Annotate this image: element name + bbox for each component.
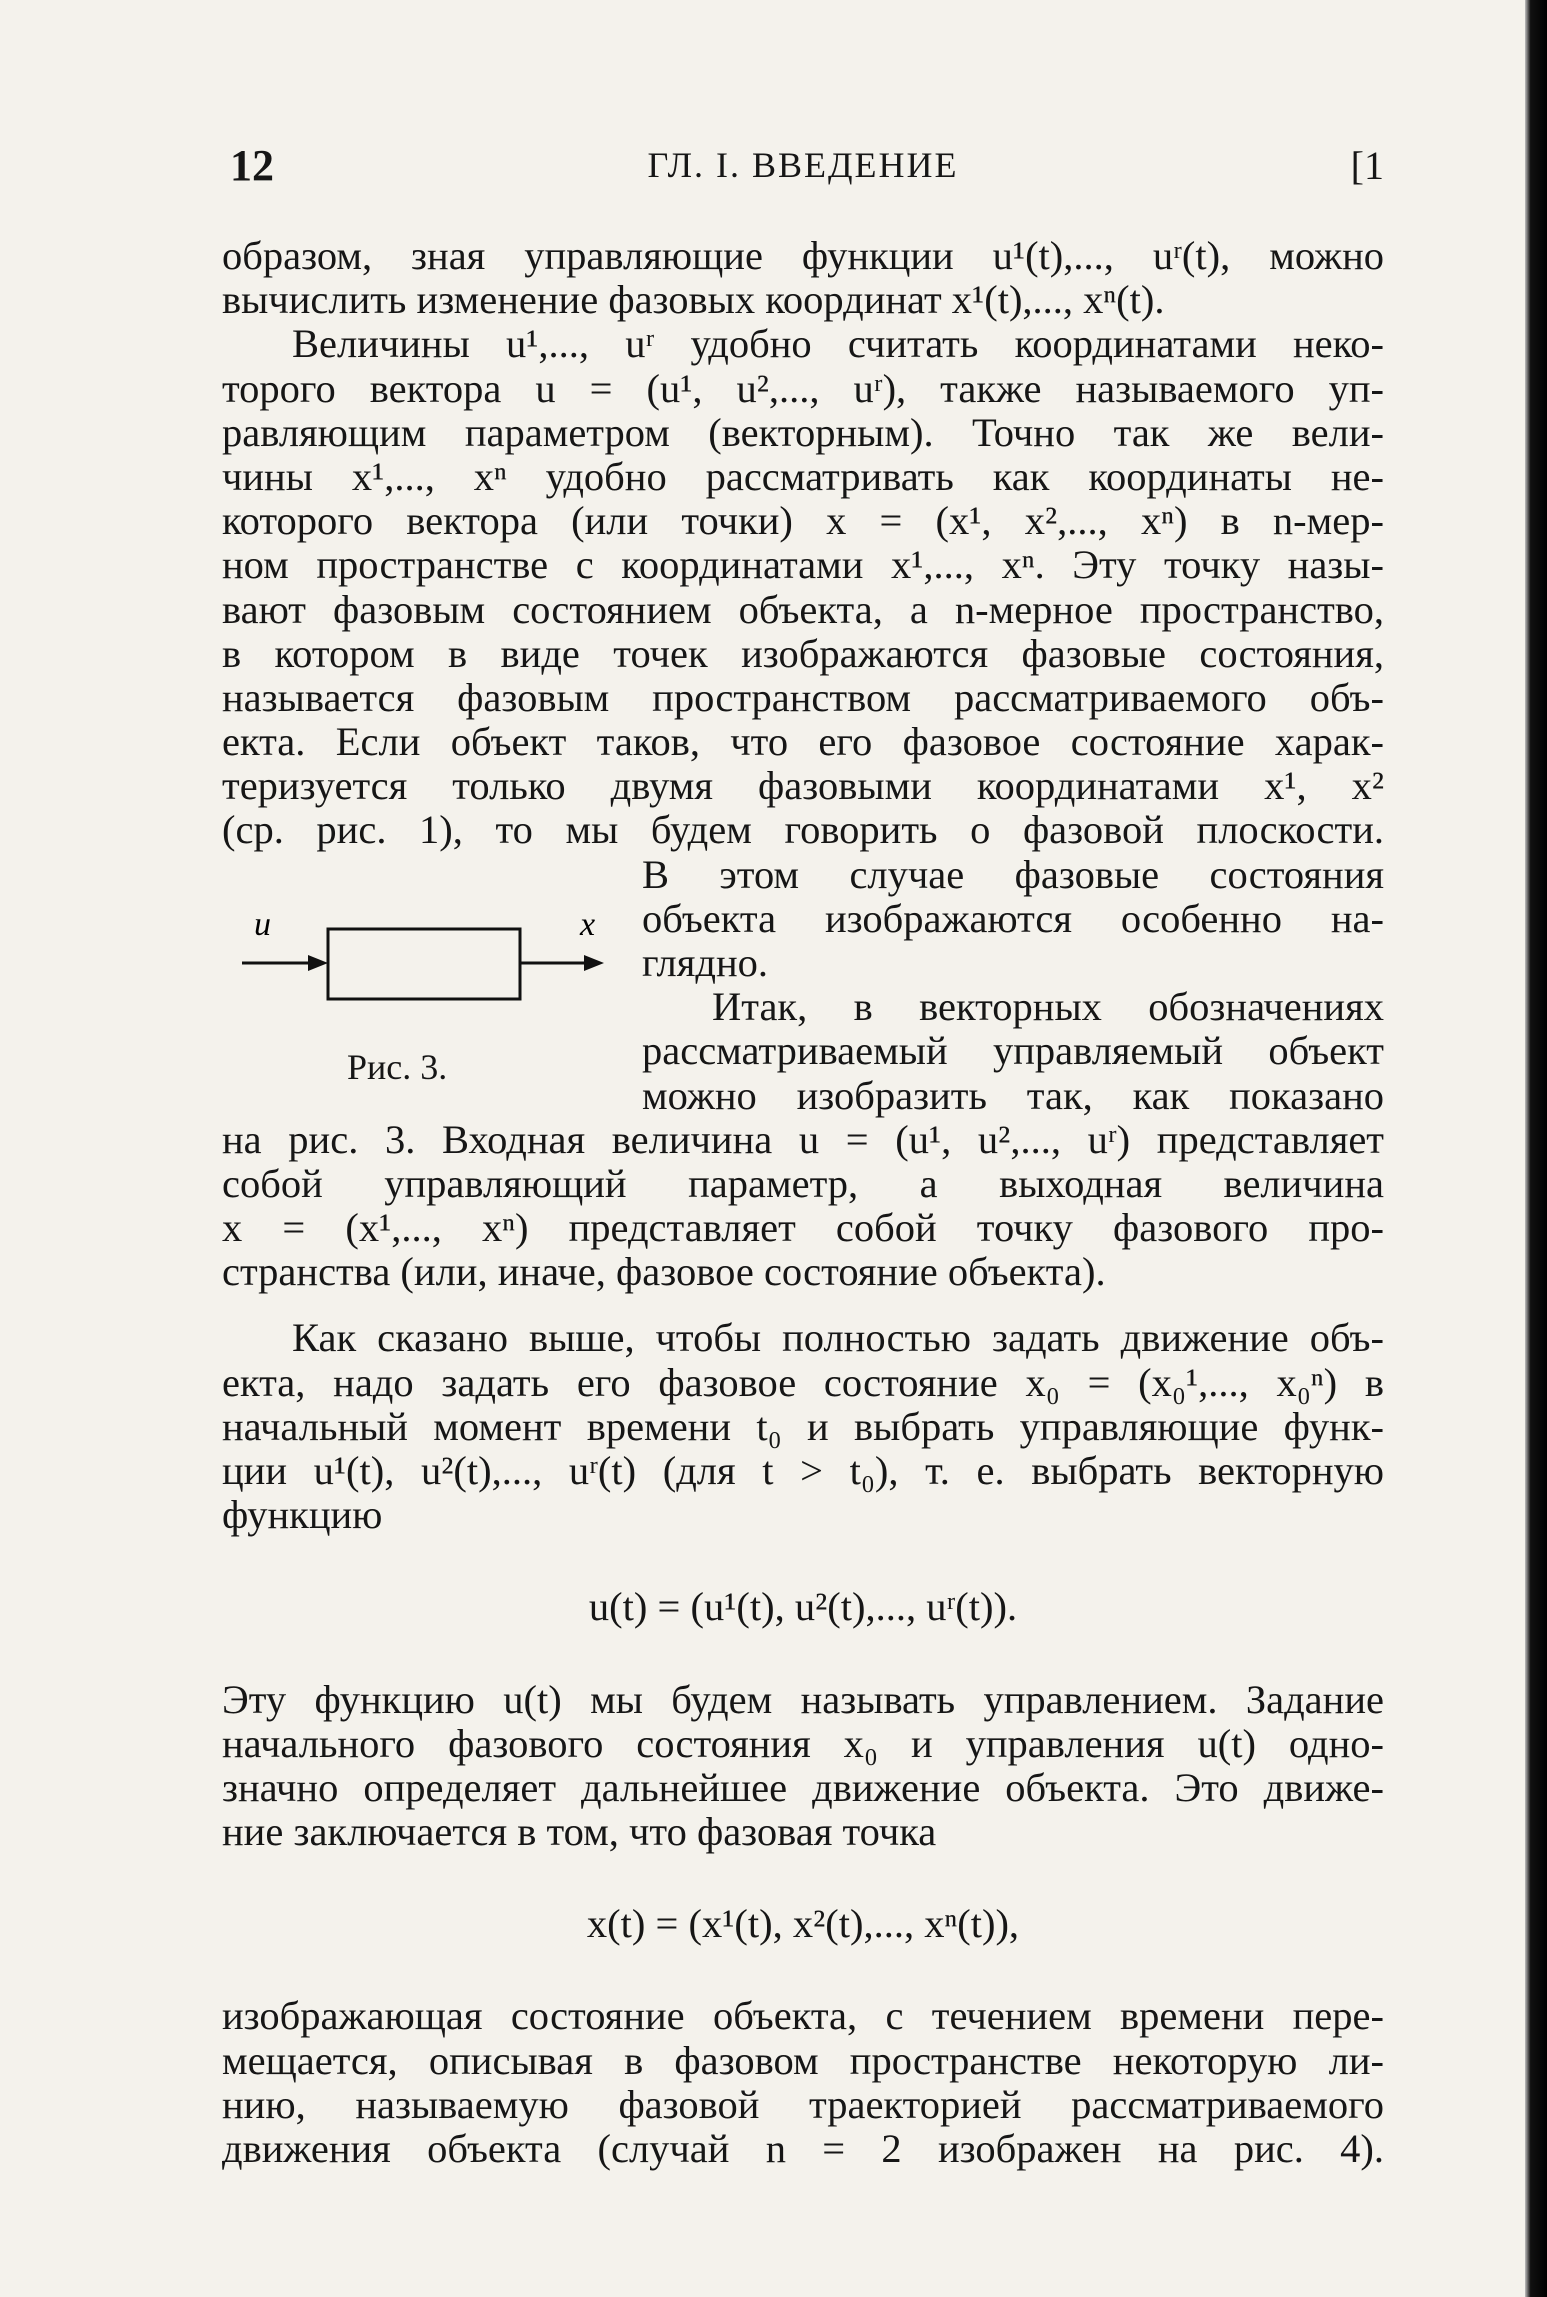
text-line: чины x¹,..., xⁿ удобно рассматривать как координаты не- <box>222 453 1384 499</box>
text-line: ном пространстве с координатами x¹,..., xⁿ. Эту точку назы- <box>222 542 1384 588</box>
text-line: вают фазовым состоянием объекта, а n-мерное пространство, <box>222 586 1384 632</box>
output-arrowhead <box>584 955 604 971</box>
paragraph-2 <box>222 322 1384 852</box>
text-line: движения объекта (случай n = 2 изображен на рис. 4). <box>222 2126 1384 2171</box>
chapter-title: ГЛ. I. ВВЕДЕНИЕ <box>647 145 959 185</box>
text-line: которого вектора (или точки) x = (x¹, x²,..., xⁿ) в n-мер- <box>222 498 1384 544</box>
running-head <box>222 140 1384 200</box>
text-line: теризуется только двумя фазовыми координатами x¹, x² <box>222 763 1384 809</box>
text-line: екта. Если объект таков, что его фазовое состояние харак- <box>222 719 1384 765</box>
text-line: на рис. 3. Входная величина u = (u¹, u²,..., uʳ) представляет <box>222 1116 1384 1162</box>
body-text <box>222 234 1384 2171</box>
text-line: вычислить изменение фазовых координат x¹(t),..., xⁿ(t). <box>222 277 1165 323</box>
text-line: начального фазового состояния x₀ и управления u(t) одно- <box>222 1720 1384 1766</box>
text-line: глядно. <box>642 940 769 985</box>
text-line: рассматриваемый управляемый объект <box>642 1028 1384 1074</box>
paragraph-1 <box>222 234 1384 322</box>
text-line: екта, надо задать его фазовое состояние x₀ = (x₀¹,..., x₀ⁿ) в <box>222 1359 1384 1405</box>
text-line: В этом случае фазовые состояния <box>642 851 1384 897</box>
text-line: начальный момент времени t₀ и выбрать управляющие функ- <box>222 1403 1384 1449</box>
margin-mark: [1 <box>1350 143 1384 188</box>
text-line: в котором в виде точек изображаются фазовые состояния, <box>222 630 1384 676</box>
figure-3 <box>222 853 622 1118</box>
input-arrowhead <box>308 955 328 971</box>
formula-control: u(t) = (u¹(t), u²(t),..., uʳ(t)). <box>588 1584 1018 1630</box>
output-label: x <box>580 910 596 943</box>
text-line: равляющим параметром (векторным). Точно так же вели- <box>222 409 1384 455</box>
text-line: объекта изображаются особенно на- <box>642 895 1384 941</box>
block-diagram <box>232 911 622 1021</box>
paragraph-6 <box>222 1994 1384 2171</box>
text-line: мещается, описывая в фазовом пространстве некоторую ли- <box>222 2037 1384 2083</box>
formula-trajectory: x(t) = (x¹(t), x²(t),..., xⁿ(t)), <box>586 1901 1020 1947</box>
text-line: ции u¹(t), u²(t),..., uʳ(t) (для t > t₀), т. е. выбрать векторную <box>222 1447 1384 1493</box>
figure-caption: Рис. 3. <box>347 1046 448 1087</box>
text-line: функцию <box>222 1492 383 1538</box>
text-line: торого вектора u = (u¹, u²,..., uʳ), также называемого уп- <box>222 365 1384 411</box>
text-line: нию, называемую фазовой траекторией рассматриваемого <box>222 2081 1384 2127</box>
text-line: (ср. рис. 1), то мы будем говорить о фазовой плоскости. <box>222 807 1384 853</box>
text-line: Эту функцию u(t) мы будем называть управлением. Задание <box>222 1676 1384 1722</box>
text-line: значно определяет дальнейшее движение объекта. Это движе- <box>222 1764 1384 1810</box>
text-line: называется фазовым пространством рассматриваемого объ- <box>222 674 1384 720</box>
text-line: странства (или, иначе, фазовое состояние объекта). <box>222 1249 1106 1295</box>
text-line: Итак, в векторных обозначениях <box>712 984 1384 1030</box>
text-line: можно изобразить так, как показано <box>642 1072 1384 1118</box>
paragraph-3 <box>222 1118 1384 1295</box>
text-line: x = (x¹,..., xⁿ) представляет собой точку фазового про- <box>222 1205 1384 1250</box>
text-line: собой управляющий параметр, а выходная величина <box>222 1160 1384 1206</box>
input-label: u <box>254 910 271 943</box>
page-edge-shadow <box>1525 0 1547 2297</box>
paragraph-4 <box>222 1316 1384 1537</box>
object-block <box>328 929 520 999</box>
text-line: ние заключается в том, что фазовая точка <box>222 1809 937 1855</box>
paragraph-5 <box>222 1678 1384 1855</box>
figure-side-text <box>642 853 1384 1118</box>
figure-wrap-area <box>222 853 1384 1118</box>
page-number: 12 <box>230 141 274 190</box>
text-line: образом, зная управляющие функции u¹(t),..., uʳ(t), можно <box>222 233 1384 278</box>
text-line: Как сказано выше, чтобы полностью задать движение объ- <box>292 1315 1384 1361</box>
text-line: изображающая состояние объекта, с течением времени пере- <box>222 1993 1384 2039</box>
text-line: Величины u¹,..., uʳ удобно считать координатами неко- <box>292 321 1384 367</box>
